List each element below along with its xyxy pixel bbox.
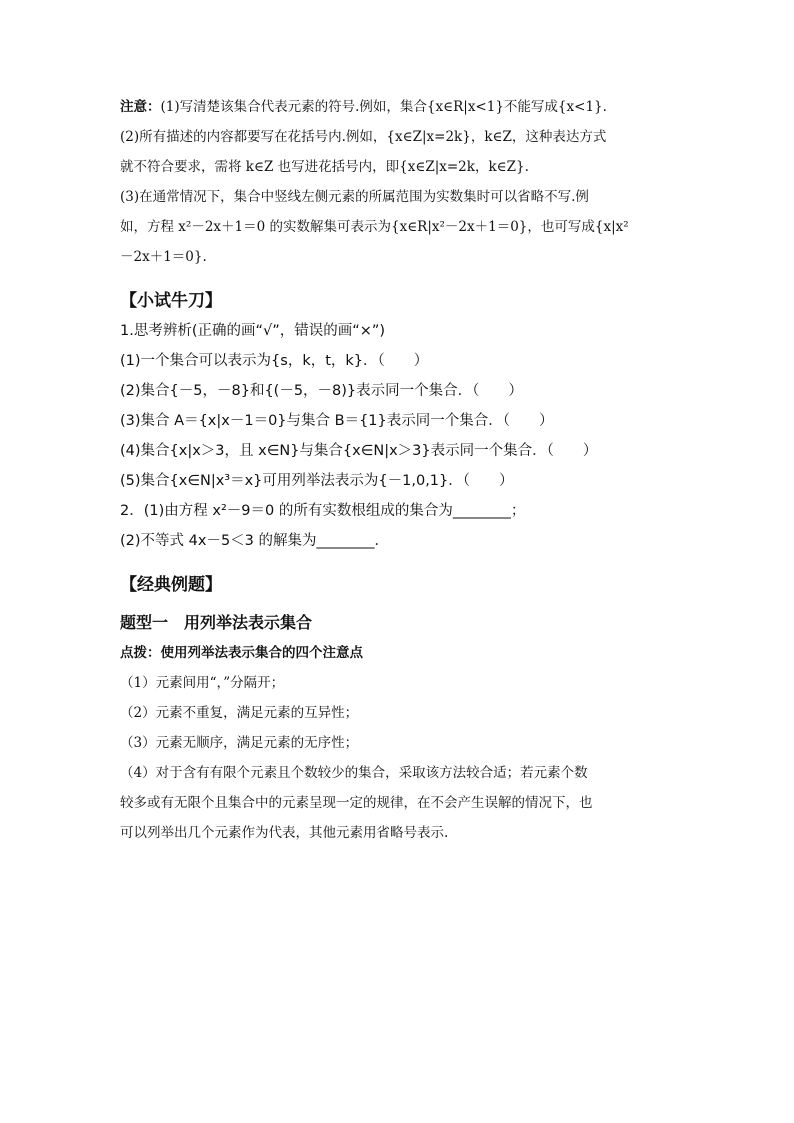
- question-1-item: (2)集合{－5，－8}和{(－5，－8)}表示同一个集合．（ ）: [120, 383, 523, 399]
- question-1-item: (3)集合 A＝{x|x－1＝0}与集合 B＝{1}表示同一个集合．（ ）: [120, 413, 554, 429]
- note-item-3-line-2: 如，方程 x²－2x＋1＝0 的实数解集可表示为{x∈R|x²－2x＋1＝0}，也可写成{x|x²: [120, 219, 629, 235]
- question-1-item: (1)一个集合可以表示为{s，k，t，k}．（ ）: [120, 353, 429, 369]
- question-1-item: (5)集合{x∈N|x³＝x}可用列举法表示为{－1,0,1}．（ ）: [120, 473, 514, 489]
- question-1-intro: 1.思考辨析(正确的画“√”，错误的画“×”): [120, 323, 386, 339]
- note-item-2-line-1: (2)所有描述的内容都要写在花括号内.例如，{x∈Z|x=2k}，k∈Z，这种表达方式: [120, 129, 607, 145]
- note-item-1-text: (1)写清楚该集合代表元素的符号.例如，集合{x∈R|x<1}不能写成{x<1}.: [160, 99, 607, 115]
- tip-item: （3）元素无顺序，满足元素的无序性；: [120, 735, 359, 751]
- tip-item: （2）元素不重复，满足元素的互异性；: [120, 705, 359, 721]
- tip-title: 点拨：使用列举法表示集合的四个注意点: [120, 645, 363, 661]
- tip-item-4-line-3: 可以列举出几个元素作为代表，其他元素用省略号表示.: [120, 825, 449, 841]
- tip-item: （1）元素间用“，”分隔开；: [120, 675, 285, 691]
- question-1-item: (4)集合{x|x＞3，且 x∈N}与集合{x∈N|x＞3}表示同一个集合．（ ）: [120, 443, 598, 459]
- note-item-3-line-1: (3)在通常情况下，集合中竖线左侧元素的所属范围为实数集时可以省略不写.例: [120, 189, 589, 205]
- question-2-part-2: (2)不等式 4x－5＜3 的解集为________．: [120, 533, 390, 549]
- section-heading-examples: 【经典例题】: [120, 575, 222, 595]
- question-2-part-1: 2．(1)由方程 x²－9＝0 的所有实数根组成的集合为________；: [120, 503, 526, 519]
- document-page: [120, 92, 680, 848]
- section-heading-practice: 【小试牛刀】: [120, 291, 222, 311]
- note-label: 注意：: [120, 99, 161, 115]
- note-item-3-line-3: －2x＋1＝0}.: [120, 249, 207, 265]
- tip-item-4-line-1: （4）对于含有有限个元素且个数较少的集合，采取该方法较合适；若元素个数: [120, 765, 588, 781]
- note-item-2-line-2: 就不符合要求，需将 k∈Z 也写进花括号内，即{x∈Z|x=2k，k∈Z}.: [120, 159, 529, 175]
- tip-item-4-line-2: 较多或有无限个且集合中的元素呈现一定的规律，在不会产生误解的情况下，也: [120, 795, 593, 811]
- topic-heading: 题型一 用列举法表示集合: [120, 613, 313, 632]
- note-item-1: [120, 92, 680, 122]
